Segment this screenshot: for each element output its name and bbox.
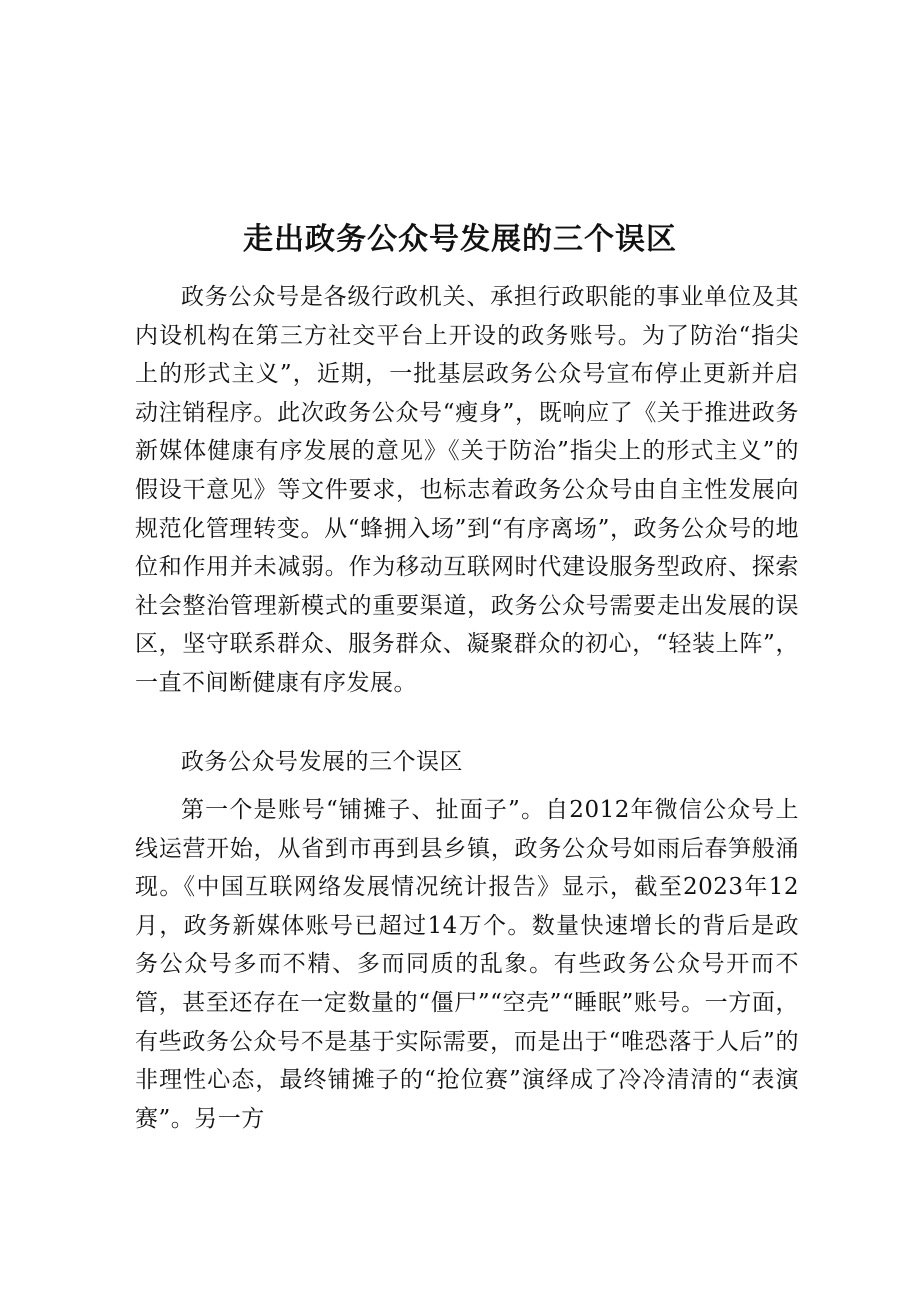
section-heading: 政务公众号发展的三个误区 [181,749,463,775]
first-misconception-paragraph: 第一个是账号“铺摊子、扯面子”。自2012年微信公众号上线运营开始，从省到市再到县乡镇，政务公众号如雨后春笋般涌现。《中国互联网络发展情况统计报告》显示，截至2023年12月，政务新媒体账号已超过14万个。数量快速增长的背后是政务公众号多而不精、多而同质的乱象。有些政务公众号开而不管，甚至还存在一定数量的“僵尸”“空壳”“睡眠”账号。一方面，有些政务公众号不是基于实际需要，而是出于“唯恐落于人后”的非理性心态，最终铺摊子的“抢位赛”演绎成了冷冷清清的“表演赛”。另一方 [135,797,799,1132]
document-title: 走出政务公众号发展的三个误区 [243,222,677,257]
intro-paragraph: 政务公众号是各级行政机关、承担行政职能的事业单位及其内设机构在第三方社交平台上开设的政务账号。为了防治“指尖上的形式主义”，近期，一批基层政务公众号宣布停止更新并启动注销程序。此次政务公众号“瘦身”，既响应了《关于推进政务新媒体健康有序发展的意见》《关于防治”指尖上的形式主义”的假设干意见》等文件要求，也标志着政务公众号由自主性发展向规范化管理转变。从“蜂拥入场”到“有序离场”，政务公众号的地位和作用并未减弱。作为移动互联网时代建设服务型政府、探索社会整治管理新模式的重要渠道，政务公众号需要走出发展的误区，坚守联系群众、服务群众、凝聚群众的初心，“轻装上阵”，一直不间断健康有序发展。 [135,284,799,696]
